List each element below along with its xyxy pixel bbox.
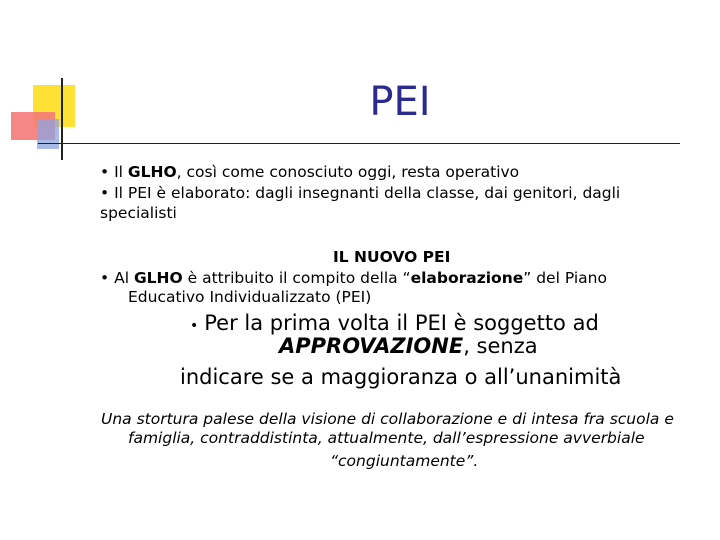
bullet-glyph: • bbox=[100, 184, 110, 202]
bullet-glho: • Il GLHO, così come conosciuto oggi, resta operativo bbox=[100, 163, 520, 181]
bullet-approvazione-line3: indicare se a maggioranza o all’unanimità bbox=[180, 365, 622, 389]
subheading-nuovo-pei: IL NUOVO PEI bbox=[333, 248, 451, 266]
bullet-elaborazione-line2: Educativo Individualizzato (PEI) bbox=[128, 288, 372, 306]
bullet-pei-elaborato-line2: specialisti bbox=[100, 204, 177, 222]
title-divider bbox=[38, 143, 680, 144]
bullet-glyph: • bbox=[100, 269, 110, 287]
note-line-2: famiglia, contraddistinta, attualmente, dall’espressione avverbiale bbox=[128, 429, 645, 447]
bullet-glyph: • bbox=[190, 318, 199, 334]
bullet-elaborazione: • Al GLHO è attribuito il compito della “elaborazione” del Piano bbox=[100, 269, 607, 287]
bullet-glyph: • bbox=[100, 163, 110, 181]
decor-blue-square bbox=[37, 119, 59, 149]
slide-title: PEI bbox=[369, 79, 431, 125]
note-line-1: Una stortura palese della visione di collaborazione e di intesa fra scuola e bbox=[101, 410, 674, 428]
bullet-pei-elaborato: • Il PEI è elaborato: dagli insegnanti della classe, dai genitori, dagli bbox=[100, 184, 621, 202]
decor-vertical-line bbox=[61, 78, 63, 160]
note-line-3: “congiuntamente”. bbox=[330, 452, 479, 470]
bullet-approvazione-line2: APPROVAZIONE, senza bbox=[279, 334, 538, 358]
bullet-approvazione: • Per la prima volta il PEI è soggetto ad bbox=[190, 311, 599, 335]
